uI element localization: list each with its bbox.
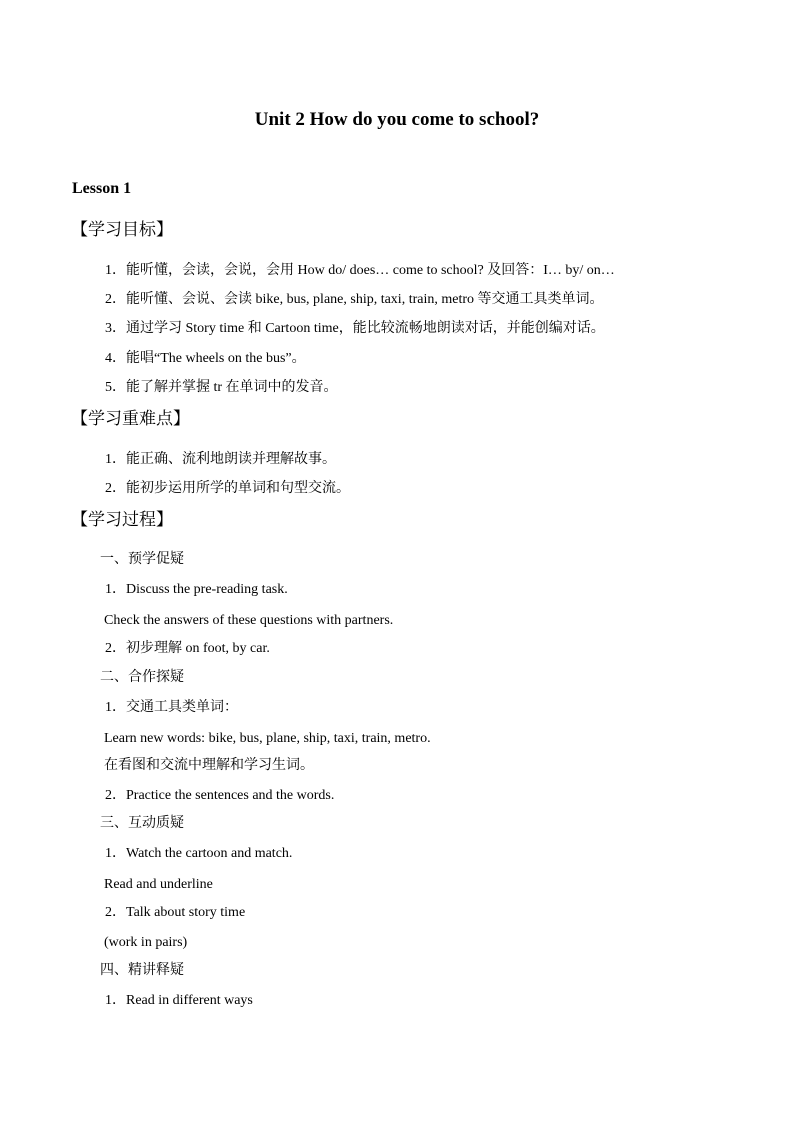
process-line: 1．交通工具类单词： xyxy=(105,700,238,715)
section-heading-key-points: 【学习重难点】 xyxy=(71,409,190,429)
objective-item: 3．通过学习 Story time 和 Cartoon time，能比较流畅地朗读对话，并能创编对话。 xyxy=(105,321,605,336)
process-line: 在看图和交流中理解和学习生词。 xyxy=(104,758,314,773)
process-step-heading: 四、精讲释疑 xyxy=(100,963,184,978)
objective-item: 5．能了解并掌握 tr 在单词中的发音。 xyxy=(105,380,338,395)
process-line: (work in pairs) xyxy=(104,935,188,950)
objective-item: 1．能听懂，会读，会说，会用 How do/ does… come to school? 及回答：I… by/ on… xyxy=(105,263,615,278)
process-step-heading: 三、互动质疑 xyxy=(100,816,184,831)
process-step-heading: 二、合作探疑 xyxy=(100,670,184,685)
process-line: 1．Read in different ways xyxy=(105,993,253,1008)
process-line: 1．Discuss the pre-reading task. xyxy=(105,582,288,597)
process-line: 2．初步理解 on foot, by car. xyxy=(105,641,270,656)
process-line: Learn new words: bike, bus, plane, ship, taxi, train, metro. xyxy=(104,731,431,746)
key-point-item: 1．能正确、流利地朗读并理解故事。 xyxy=(105,452,336,467)
page-title: Unit 2 How do you come to school? xyxy=(254,109,540,130)
key-point-item: 2．能初步运用所学的单词和句型交流。 xyxy=(105,481,350,496)
process-step-heading: 一、预学促疑 xyxy=(100,552,184,567)
process-line: Check the answers of these questions with partners. xyxy=(104,613,394,628)
process-line: 2．Practice the sentences and the words. xyxy=(105,788,335,803)
objective-item: 2．能听懂、会说、会读 bike, bus, plane, ship, taxi, train, metro 等交通工具类单词。 xyxy=(105,292,604,307)
process-line: 2．Talk about story time xyxy=(105,905,246,920)
section-heading-process: 【学习过程】 xyxy=(71,510,173,530)
process-line: Read and underline xyxy=(104,877,213,892)
process-line: 1．Watch the cartoon and match. xyxy=(105,846,293,861)
objective-item: 4．能唱“The wheels on the bus”。 xyxy=(105,351,306,366)
lesson-label: Lesson 1 xyxy=(72,180,132,197)
section-heading-objectives: 【学习目标】 xyxy=(71,220,173,240)
